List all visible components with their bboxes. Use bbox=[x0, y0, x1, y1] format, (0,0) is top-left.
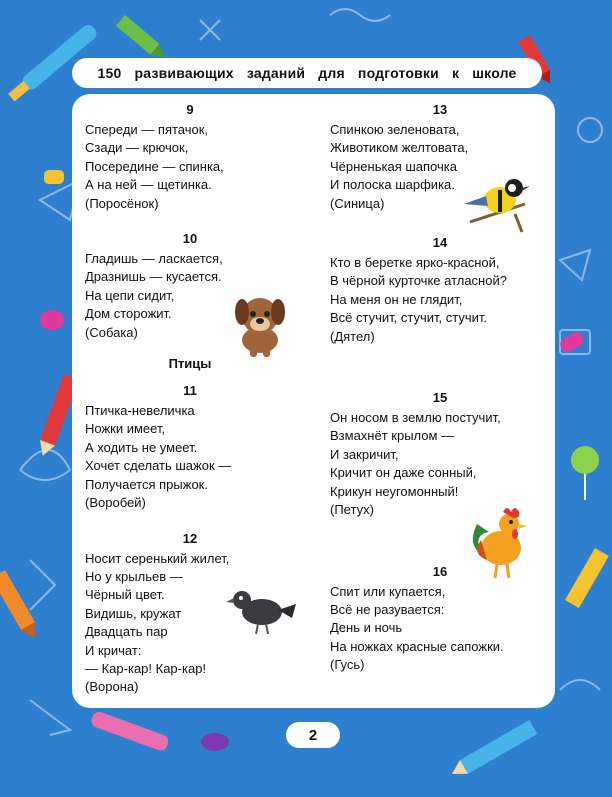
riddle-line: И полоска шарфика. bbox=[330, 177, 455, 193]
riddle-answer: (Гусь) bbox=[330, 657, 365, 673]
arrow-doodle bbox=[30, 560, 55, 610]
pencil-blue-bottom bbox=[448, 720, 537, 781]
riddle-number: 16 bbox=[432, 563, 448, 579]
riddle-line: Носит серенький жилет, bbox=[85, 550, 230, 566]
riddle-line: — Кар-кар! Кар-кар! bbox=[85, 660, 207, 676]
riddle-line: Двадцать пар bbox=[85, 624, 168, 640]
crayon-yellow-right bbox=[565, 548, 609, 608]
riddle-line: Гладишь — ласкается, bbox=[85, 251, 223, 267]
riddle-line: Дразнишь — кусается. bbox=[85, 269, 222, 285]
riddle-line: Птичка-невеличка bbox=[85, 403, 195, 419]
riddle-line: А на ней — щетинка. bbox=[85, 177, 212, 193]
riddle-answer: (Воробей) bbox=[85, 495, 146, 511]
riddle-9 bbox=[85, 102, 295, 213]
wave-doodle bbox=[560, 680, 600, 690]
candy-right bbox=[558, 330, 586, 354]
riddle-number: 15 bbox=[432, 390, 448, 406]
riddle-line: Взмахнёт крылом — bbox=[330, 428, 455, 444]
riddle-line: А ходить не умеет. bbox=[85, 439, 198, 455]
riddle-line: В чёрной курточке атласной? bbox=[330, 273, 507, 289]
riddle-line: Спинкою зеленовата, bbox=[330, 122, 460, 137]
riddle-line: Ножки имеет, bbox=[85, 421, 166, 437]
riddle-line: Он носом в землю постучит, bbox=[330, 410, 501, 426]
riddle-line: Видишь, кружат bbox=[85, 605, 182, 621]
riddle-line: Спереди — пятачок, bbox=[85, 122, 209, 137]
rooster-illustration bbox=[467, 504, 537, 580]
riddle-line: Животиком желтовата, bbox=[330, 140, 469, 156]
riddle-line: На цепи сидит, bbox=[85, 287, 175, 303]
riddle-16 bbox=[330, 564, 550, 675]
riddle-answer: (Дятел) bbox=[330, 328, 375, 344]
crayon-green bbox=[116, 15, 169, 63]
riddle-line: Дом сторожит. bbox=[85, 306, 172, 322]
riddle-line: И кричат: bbox=[85, 642, 142, 658]
riddle-11 bbox=[85, 383, 295, 512]
riddle-answer: (Ворона) bbox=[85, 679, 139, 695]
riddle-line: Получается прыжок. bbox=[85, 476, 208, 492]
crow-illustration bbox=[226, 584, 296, 636]
arrow-doodle bbox=[30, 700, 70, 735]
riddle-number: 13 bbox=[432, 102, 448, 117]
candy-left bbox=[40, 310, 64, 330]
candy-bottom bbox=[201, 733, 229, 751]
wave-doodle bbox=[330, 9, 390, 21]
riddle-number: 12 bbox=[182, 530, 198, 546]
paper-plane-doodle bbox=[560, 250, 590, 280]
riddle-line: Крикун неугомонный! bbox=[330, 483, 459, 499]
riddle-line: Всё не разувается: bbox=[330, 601, 445, 617]
riddle-line: На ножках красные сапожки. bbox=[330, 638, 504, 654]
riddle-number: 14 bbox=[432, 235, 448, 251]
riddle-line: Кто в беретке ярко-красной, bbox=[330, 255, 500, 271]
header-banner bbox=[72, 58, 542, 88]
lollipop-right bbox=[571, 446, 599, 500]
riddle-line: Чёрный цвет. bbox=[85, 587, 165, 603]
riddle-line: Спит или купается, bbox=[330, 583, 446, 599]
section-title-birds: Птицы bbox=[168, 356, 212, 372]
riddle-15 bbox=[330, 390, 550, 519]
crayon-orange-left bbox=[0, 570, 42, 642]
header-title: 150 развивающих заданий для подготовки к школе bbox=[97, 65, 517, 81]
content-panel bbox=[72, 94, 555, 708]
riddle-line: Посередине — спинка, bbox=[85, 158, 224, 174]
riddle-line: На меня он не глядит, bbox=[330, 291, 463, 307]
riddle-line: Сзади — крючок, bbox=[85, 140, 189, 156]
heart-doodle bbox=[20, 450, 70, 480]
riddle-line: Всё стучит, стучит, стучит. bbox=[330, 310, 488, 326]
page-number: 2 bbox=[286, 722, 340, 748]
riddle-14 bbox=[330, 235, 550, 346]
riddle-number: 9 bbox=[186, 102, 194, 117]
candy-left-yellow bbox=[44, 170, 64, 184]
riddle-line: И закричит, bbox=[330, 446, 399, 462]
riddle-answer: (Синица) bbox=[330, 195, 385, 211]
riddle-answer: (Петух) bbox=[330, 502, 374, 518]
riddle-line: День и ночь bbox=[330, 620, 403, 636]
tit-bird-illustration bbox=[460, 174, 535, 234]
puppy-illustration bbox=[230, 290, 290, 358]
circle-doodle bbox=[578, 118, 602, 142]
riddle-number: 10 bbox=[182, 231, 198, 247]
riddle-answer: (Собака) bbox=[85, 324, 138, 340]
riddle-number: 11 bbox=[183, 383, 197, 399]
riddle-line: Но у крыльев — bbox=[85, 568, 183, 584]
riddle-line: Хочет сделать шажок — bbox=[85, 458, 232, 474]
riddle-line: Кричит он даже сонный, bbox=[330, 465, 477, 481]
riddle-line: Чёрненькая шапочка bbox=[330, 158, 457, 174]
riddle-answer: (Поросёнок) bbox=[85, 195, 159, 211]
pen-pink-bottom bbox=[90, 710, 171, 752]
cross-doodle bbox=[200, 20, 220, 40]
